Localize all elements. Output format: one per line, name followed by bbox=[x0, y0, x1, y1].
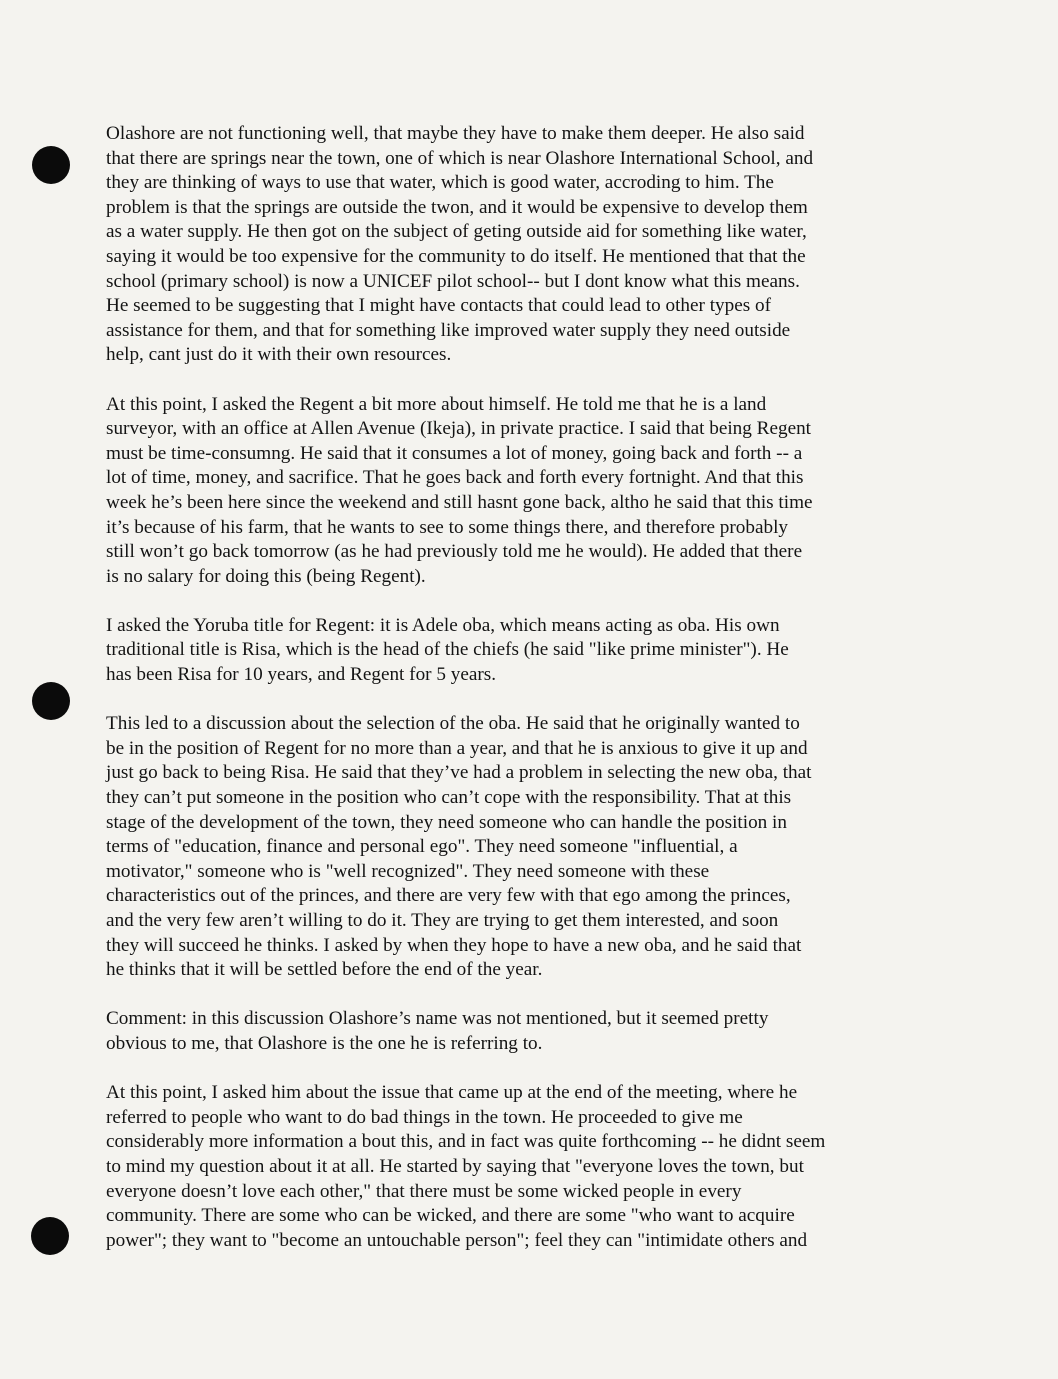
text-line: just go back to being Risa. He said that they’ve had a problem in selecting the new oba, that bbox=[106, 762, 812, 784]
text-line: characteristics out of the princes, and there are very few with that ego among the princes, bbox=[106, 885, 791, 907]
text-line: power"; they want to "become an untouchable person"; feel they can "intimidate others and bbox=[106, 1229, 808, 1251]
text-line: obvious to me, that Olashore is the one he is referring to. bbox=[106, 1032, 543, 1054]
paragraph bbox=[106, 122, 928, 368]
text-line: motivator," someone who is "well recognized". They need someone with these bbox=[106, 860, 710, 882]
paragraph bbox=[106, 393, 928, 590]
text-line: has been Risa for 10 years, and Regent for 5 years. bbox=[106, 664, 497, 686]
text-line: Comment: in this discussion Olashore’s name was not mentioned, but it seemed pretty bbox=[106, 1008, 769, 1030]
text-line: considerably more information a bout this, and in fact was quite forthcoming -- he didnt seem bbox=[106, 1131, 826, 1153]
text-line: lot of time, money, and sacrifice. That he goes back and forth every fortnight. And that this bbox=[106, 467, 804, 489]
text-line: still won’t go back tomorrow (as he had previously told me he would). He added that there bbox=[106, 541, 803, 563]
text-line: saying it would be too expensive for the community to do itself. He mentioned that that the bbox=[106, 245, 806, 267]
text-line: he thinks that it will be settled before the end of the year. bbox=[106, 959, 543, 981]
paragraph bbox=[106, 1007, 928, 1056]
text-line: At this point, I asked him about the issue that came up at the end of the meeting, where he bbox=[106, 1082, 798, 1104]
text-line: stage of the development of the town, they need someone who can handle the position in bbox=[106, 811, 787, 833]
text-line: I asked the Yoruba title for Regent: it is Adele oba, which means acting as oba. His own bbox=[106, 614, 780, 636]
punch-hole bbox=[32, 682, 70, 720]
text-line: as a water supply. He then got on the subject of geting outside aid for something like water, bbox=[106, 221, 807, 243]
text-line: must be time-consumng. He said that it consumes a lot of money, going back and forth -- a bbox=[106, 442, 803, 464]
text-line: is no salary for doing this (being Regent). bbox=[106, 565, 426, 587]
text-line: and the very few aren’t willing to do it. They are trying to get them interested, and soon bbox=[106, 910, 779, 931]
text-line: it’s because of his farm, that he wants to see to some things there, and therefore probably bbox=[106, 516, 789, 538]
text-line: Olashore are not functioning well, that maybe they have to make them deeper. He also said bbox=[106, 123, 805, 144]
paragraph bbox=[106, 712, 928, 983]
text-line: to mind my question about it at all. He started by saying that "everyone loves the town, but bbox=[106, 1155, 804, 1177]
text-line: they can’t put someone in the position who can’t cope with the responsibility. That at this bbox=[106, 787, 792, 809]
paragraph bbox=[106, 1081, 928, 1253]
paragraph bbox=[106, 614, 928, 688]
text-line: This led to a discussion about the selection of the oba. He said that he originally wanted to bbox=[106, 713, 800, 735]
text-line: they are thinking of ways to use that water, which is good water, accroding to him. The bbox=[106, 172, 774, 194]
text-line: problem is that the springs are outside the twon, and it would be expensive to develop them bbox=[106, 196, 808, 218]
text-line: be in the position of Regent for no more than a year, and that he is anxious to give it up and bbox=[106, 737, 808, 759]
text-line: traditional title is Risa, which is the head of the chiefs (he said "like prime minister"). He bbox=[106, 639, 789, 661]
text-line: help, cant just do it with their own resources. bbox=[106, 344, 452, 366]
text-line: At this point, I asked the Regent a bit more about himself. He told me that he is a land bbox=[106, 393, 767, 415]
document-body bbox=[106, 122, 928, 1253]
punch-hole bbox=[31, 1217, 69, 1255]
text-line: surveyor, with an office at Allen Avenue (Ikeja), in private practice. I said that being Regent bbox=[106, 418, 812, 440]
text-line: that there are springs near the town, one of which is near Olashore International School, and bbox=[106, 147, 814, 169]
text-line: He seemed to be suggesting that I might have contacts that could lead to other types of bbox=[106, 295, 771, 317]
text-line: everyone doesn’t love each other," that there must be some wicked people in every bbox=[106, 1180, 742, 1202]
text-line: assistance for them, and that for something like improved water supply they need outside bbox=[106, 319, 791, 341]
text-line: week he’s been here since the weekend and still hasnt gone back, altho he said that this time bbox=[106, 491, 813, 513]
text-line: terms of "education, finance and personal ego". They need someone "influential, a bbox=[106, 836, 738, 858]
text-line: they will succeed he thinks. I asked by when they hope to have a new oba, and he said that bbox=[106, 934, 802, 956]
text-line: referred to people who want to do bad things in the town. He proceeded to give me bbox=[106, 1106, 743, 1128]
punch-hole bbox=[32, 146, 70, 184]
text-line: community. There are some who can be wicked, and there are some "who want to acquire bbox=[106, 1205, 795, 1227]
text-line: school (primary school) is now a UNICEF pilot school-- but I dont know what this means. bbox=[106, 270, 800, 292]
